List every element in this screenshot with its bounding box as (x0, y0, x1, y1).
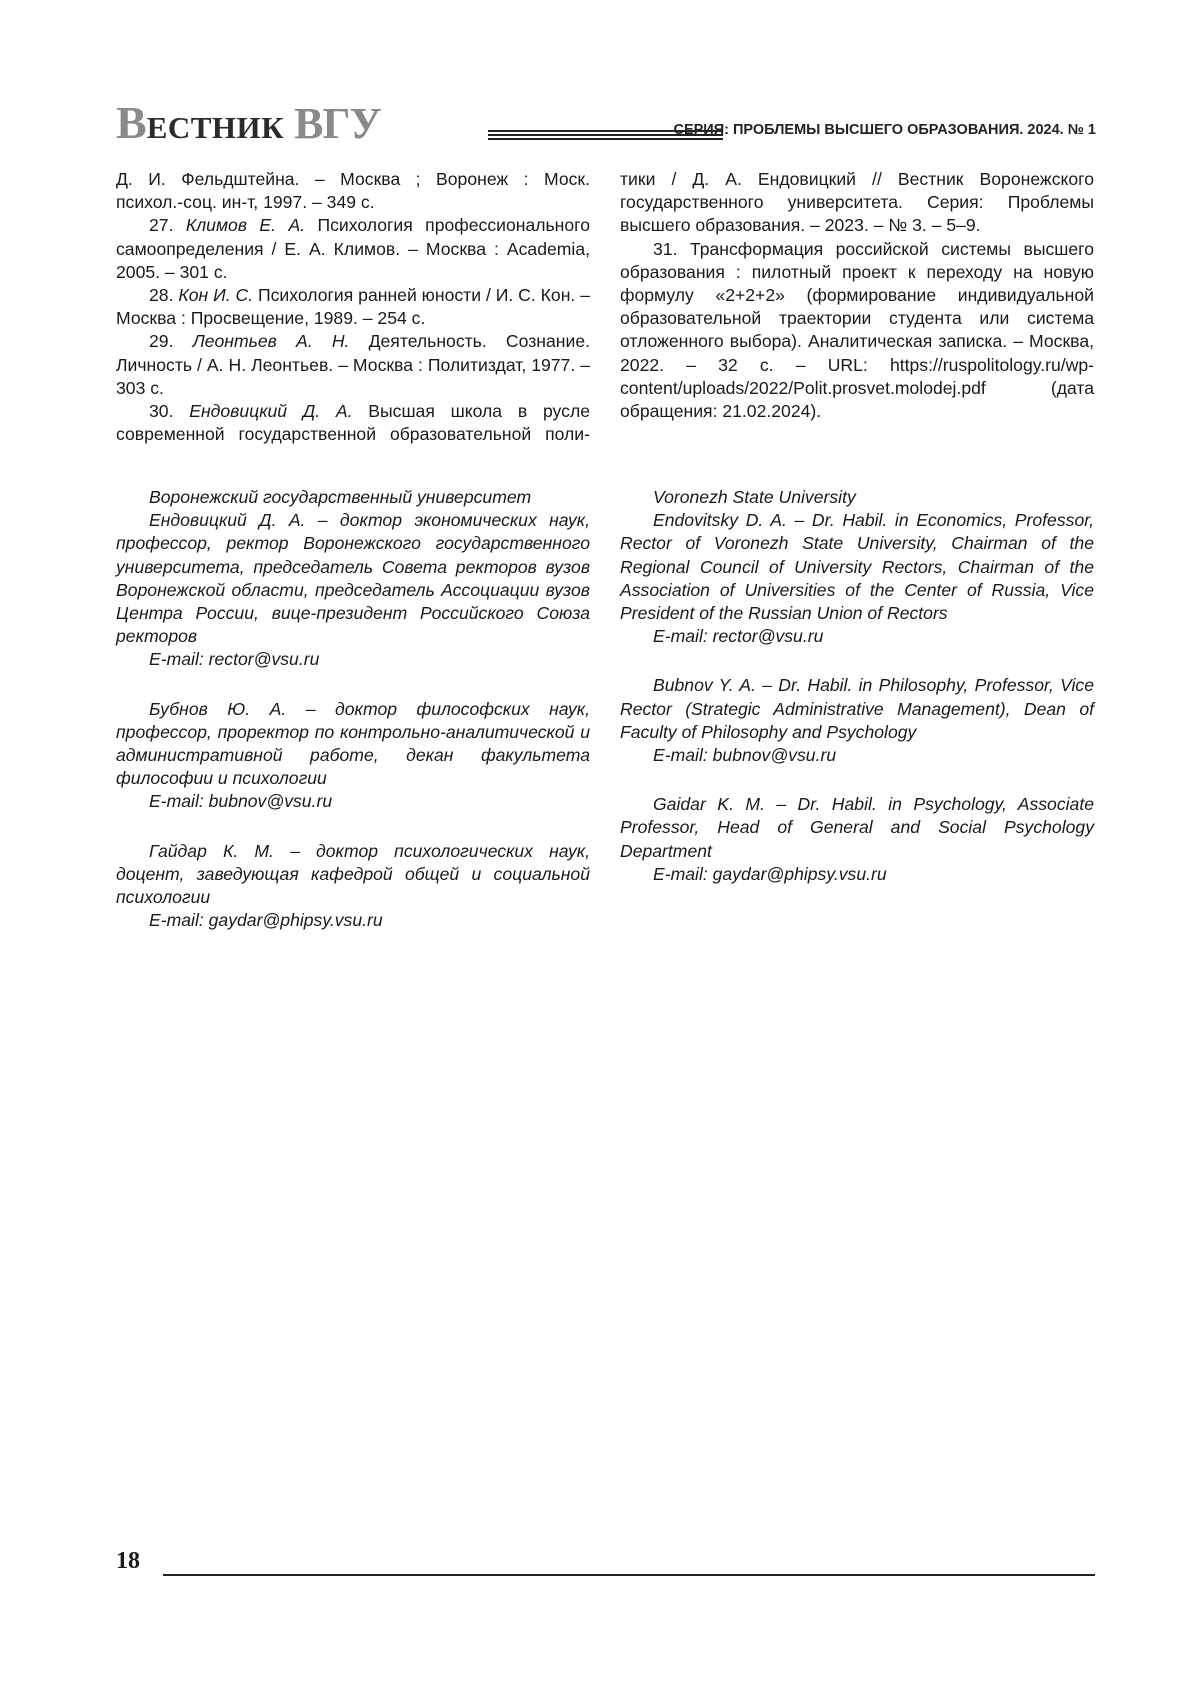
reference-author: Ендовицкий Д. А. (189, 401, 352, 421)
author-email: E-mail: rector@vsu.ru (116, 648, 590, 671)
reference-30-continuation: тики / Д. А. Ендовицкий // Вестник Воронежского государственного университета. Серия: Проблемы высшего образования. – 2023. – № 3. – 5–9. (620, 168, 1094, 238)
author-info: Ендовицкий Д. А. – доктор экономических наук, профессор, ректор Воронежского государственного университета, председатель Совета ректоров вузов Воронежской области, председатель Ассоциации вузов Центра России, вице-президент Российского Союза ректоров (116, 509, 590, 648)
reference-author: Кон И. С. (178, 285, 253, 305)
author-info: Bubnov Y. A. – Dr. Habil. in Philosophy, Professor, Vice Rector (Strategic Administrative Management), Dean of Faculty of Philosophy and Psychology (620, 674, 1094, 744)
masthead (116, 100, 1096, 146)
logo-word: ЕСТНИК (147, 110, 284, 145)
author-email: E-mail: gaydar@phipsy.vsu.ru (620, 863, 1094, 886)
left-references (116, 168, 590, 446)
author-info: Гайдар К. М. – доктор психологических наук, доцент, заведующая кафедрой общей и социальной психологии (116, 840, 590, 910)
reference-continuation: Д. И. Фельдштейна. – Москва ; Воронеж : Моск. (116, 168, 590, 191)
reference-30: 30. Ендовицкий Д. А. Высшая школа в русле современной государственной образовательной поли- (116, 400, 590, 446)
university-name: Воронежский государственный университет (116, 486, 590, 509)
reference-27: 27. Климов Е. А. Психология профессионального самоопределения / Е. А. Климов. – Москва : Academia, 2005. – 301 с. (116, 214, 590, 284)
affiliations-ru (116, 486, 590, 932)
reference-29: 29. Леонтьев А. Н. Деятельность. Сознание. Личность / А. Н. Леонтьев. – Москва : Политиздат, 1977. – 303 с. (116, 330, 590, 400)
author-email: E-mail: bubnov@vsu.ru (116, 790, 590, 813)
university-name: Voronezh State University (620, 486, 1094, 509)
series-title: СЕРИЯ: ПРОБЛЕМЫ ВЫСШЕГО ОБРАЗОВАНИЯ. 2024. № 1 (673, 122, 1096, 138)
author-email: E-mail: rector@vsu.ru (620, 625, 1094, 648)
logo-initial: В (116, 97, 147, 148)
reference-author: Климов Е. А. (186, 215, 305, 235)
reference-author: Леонтьев А. Н. (193, 331, 350, 351)
journal-logo (116, 100, 381, 151)
reference-31: 31. Трансформация российской системы высшего образования : пилотный проект к переходу на новую формулу «2+2+2» (формирование индивидуальной образовательной траектории студента или система отложенного выбора). Аналитическая записка. – Москва, 2022. – 32 с. – URL: https://ruspolitology.ru/wp-content/uploads/2022/Polit.prosvet.molodej.pdf (дата обращения: 21.02.2024). (620, 238, 1094, 424)
author-info: Gaidar K. M. – Dr. Habil. in Psychology, Associate Professor, Head of General and Social Psychology Department (620, 793, 1094, 863)
affiliations-en (620, 486, 1094, 886)
logo-vgu: ВГУ (294, 99, 381, 148)
page-number: 18 (116, 1548, 140, 1575)
reference-28: 28. Кон И. С. Психология ранней юности / И. С. Кон. – Москва : Просвещение, 1989. – 254 с. (116, 284, 590, 330)
author-info: Бубнов Ю. А. – доктор философских наук, профессор, проректор по контрольно-аналитической и административной работе, декан факультета философии и психологии (116, 698, 590, 791)
reference-continuation: психол.-соц. ин-т, 1997. – 349 с. (116, 191, 590, 214)
right-references (620, 168, 1094, 423)
author-email: E-mail: gaydar@phipsy.vsu.ru (116, 909, 590, 932)
footer-rule (163, 1574, 1095, 1576)
author-info: Endovitsky D. A. – Dr. Habil. in Economics, Professor, Rector of Voronezh State University, Chairman of the Regional Council of University Rectors, Chairman of the Association of Universities of the Center of Russia, Vice President of the Russian Union of Rectors (620, 509, 1094, 625)
author-email: E-mail: bubnov@vsu.ru (620, 744, 1094, 767)
